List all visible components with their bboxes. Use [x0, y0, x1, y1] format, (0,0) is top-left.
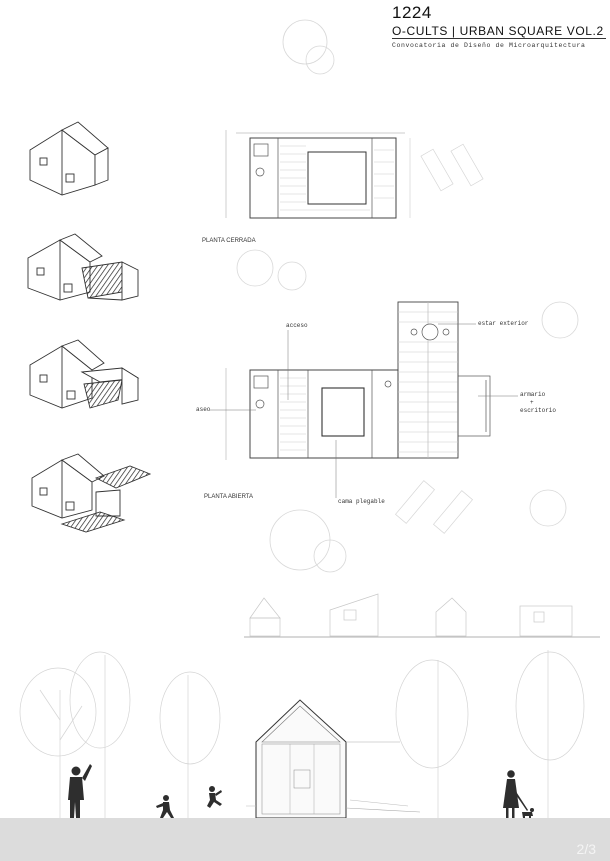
axon-house-closed [30, 122, 108, 195]
ground-band [0, 818, 610, 861]
page-number: 2/3 [576, 841, 596, 857]
axon-house-step2 [28, 234, 138, 300]
background-trees [237, 20, 578, 572]
project-title: O-CULTS | URBAN SQUARE VOL.2 [392, 24, 604, 38]
annotation-armario: armario [520, 391, 546, 398]
annotation-cama-plegable: cama plegable [338, 498, 385, 505]
axon-house-open [32, 454, 150, 532]
closed-plan [226, 130, 483, 218]
open-plan-label: PLANTA ABIERTA [204, 494, 254, 500]
annotation-estar-exterior: estar exterior [478, 320, 529, 327]
mini-elevations [244, 594, 600, 637]
annotation-acceso: acceso [286, 322, 308, 329]
project-subtitle: Convocatoria de Diseño de Microarquitectura [392, 42, 586, 49]
axon-house-step3 [30, 340, 138, 408]
section-house [246, 700, 420, 818]
closed-plan-label: PLANTA CERRADA [202, 238, 256, 244]
annotation-plus: + [530, 399, 534, 406]
annotation-aseo: aseo [196, 406, 211, 413]
annotation-escritorio: escritorio [520, 407, 557, 414]
project-code: 1224 [392, 3, 432, 22]
